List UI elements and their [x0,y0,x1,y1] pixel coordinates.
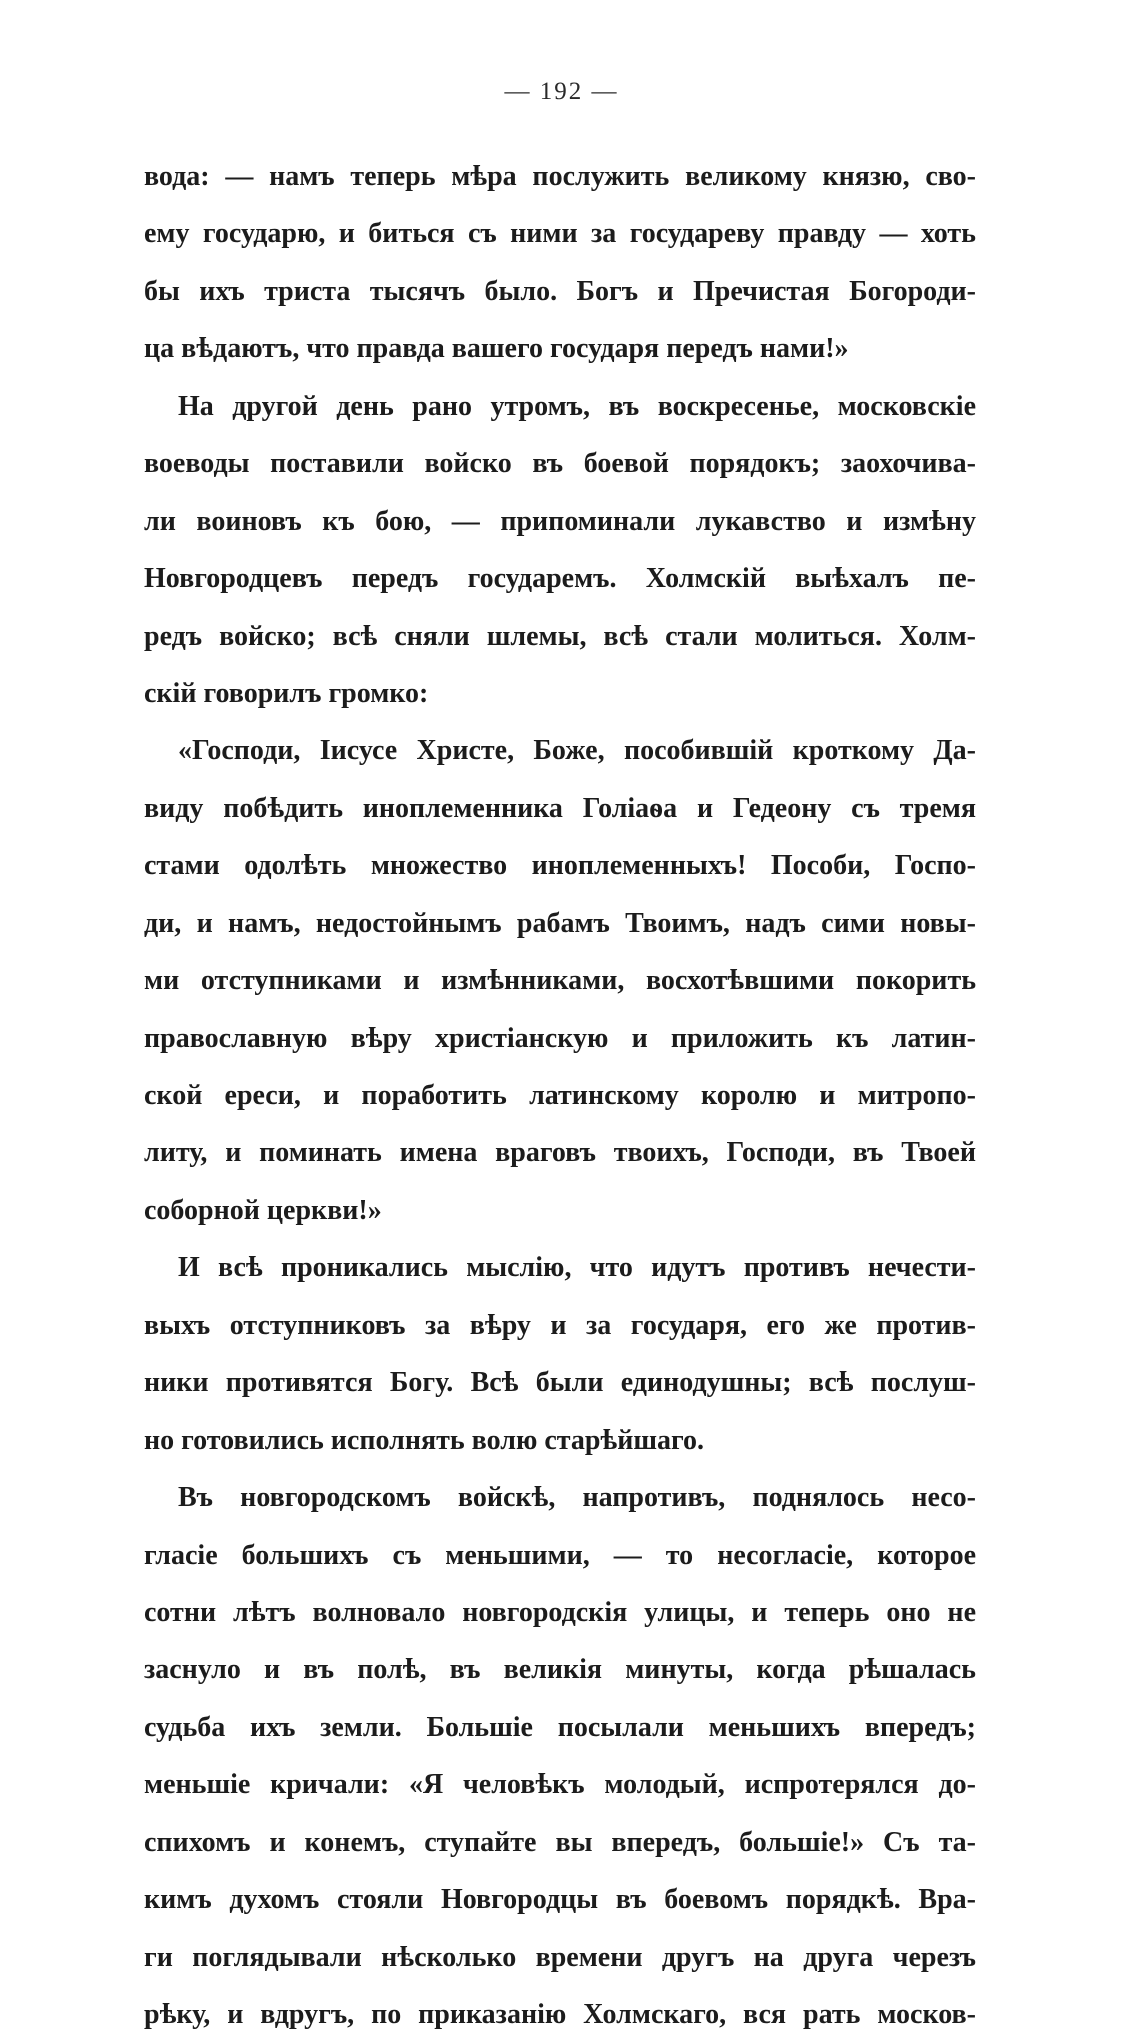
body-text [144,148,976,2043]
text-line: ги поглядывали нѣсколько времени другъ на друга черезъ [144,1941,976,1973]
text-line: ми отступниками и измѣнниками, восхотѣвшими покорить [144,965,976,997]
text-line: скій говорилъ громко: [144,677,429,709]
text-line: ли воиновъ къ бою, — припоминали лукавство и измѣну [144,505,976,537]
text-line: вода: — намъ теперь мѣра послужить великому князю, сво- [144,161,976,192]
text-line: рѣку, и вдругъ, по приказанію Холмскаго, вся рать москов- [144,1999,976,2030]
text-line: православную вѣру христіанскую и приложить къ латин- [144,1022,976,1054]
text-line: выхъ отступниковъ за вѣру и за государя, его же против- [144,1309,976,1341]
text-line: редъ войско; всѣ сняли шлемы, всѣ стали молиться. Холм- [144,620,976,652]
text-line: литу, и поминать имена враговъ твоихъ, Господи, въ Твоей [144,1137,976,1169]
text-line: Въ новгородскомъ войскѣ, напротивъ, поднялось несо- [178,1482,976,1514]
text-line: стами одолѣть множество иноплеменныхъ! Пособи, Госпо- [144,850,976,882]
text-line: виду побѣдить иноплеменника Голіаѳа и Гедеону съ тремя [144,792,976,824]
text-line: Новгородцевъ передъ государемъ. Холмскій выѣхалъ пе- [144,563,976,595]
text-line: На другой день рано утромъ, въ воскресенье, московскіе [178,390,976,422]
text-line: «Господи, Іисусе Христе, Боже, пособившій кроткому Да- [178,735,976,767]
text-line: И всѣ проникались мыслію, что идутъ противъ нечести- [178,1252,976,1284]
text-line: кимъ духомъ стояли Новгородцы въ боевомъ порядкѣ. Вра- [144,1884,976,1916]
text-line: ца вѣдаютъ, что правда вашего государя передъ нами!» [144,333,849,365]
text-line: гласіе большихъ съ меньшими, — то несогласіе, которое [144,1539,976,1571]
page-number: — 192 — [504,78,619,105]
text-line: соборной церкви!» [144,1194,382,1226]
text-line: ской ереси, и поработить латинскому королю и митропо- [144,1080,976,1111]
text-line: ди, и намъ, недостойнымъ рабамъ Твоимъ, надъ сими новы- [144,907,976,939]
text-line: судьба ихъ земли. Большіе посылали меньшихъ впередъ; [144,1711,976,1743]
text-line: бы ихъ триста тысячъ было. Богъ и Пречистая Богороди- [144,275,976,307]
text-line: спихомъ и конемъ, ступайте вы впередъ, большіе!» Съ та- [144,1826,976,1858]
text-line: заснуло и въ полѣ, въ великія минуты, когда рѣшалась [144,1654,976,1686]
text-line: меньшіе кричали: «Я человѣкъ молодый, испротерялся до- [144,1769,976,1801]
text-line: воеводы поставили войско въ боевой порядокъ; заохочива- [144,448,976,480]
text-line: ему государю, и биться съ ними за государеву правду — хоть [144,218,976,250]
text-line: ники противятся Богу. Всѣ были единодушны; всѣ послуш- [144,1367,976,1399]
text-line: но готовились исполнять волю старѣйшаго. [144,1424,705,1456]
text-line: сотни лѣтъ волновало новгородскія улицы, и теперь оно не [144,1596,976,1628]
